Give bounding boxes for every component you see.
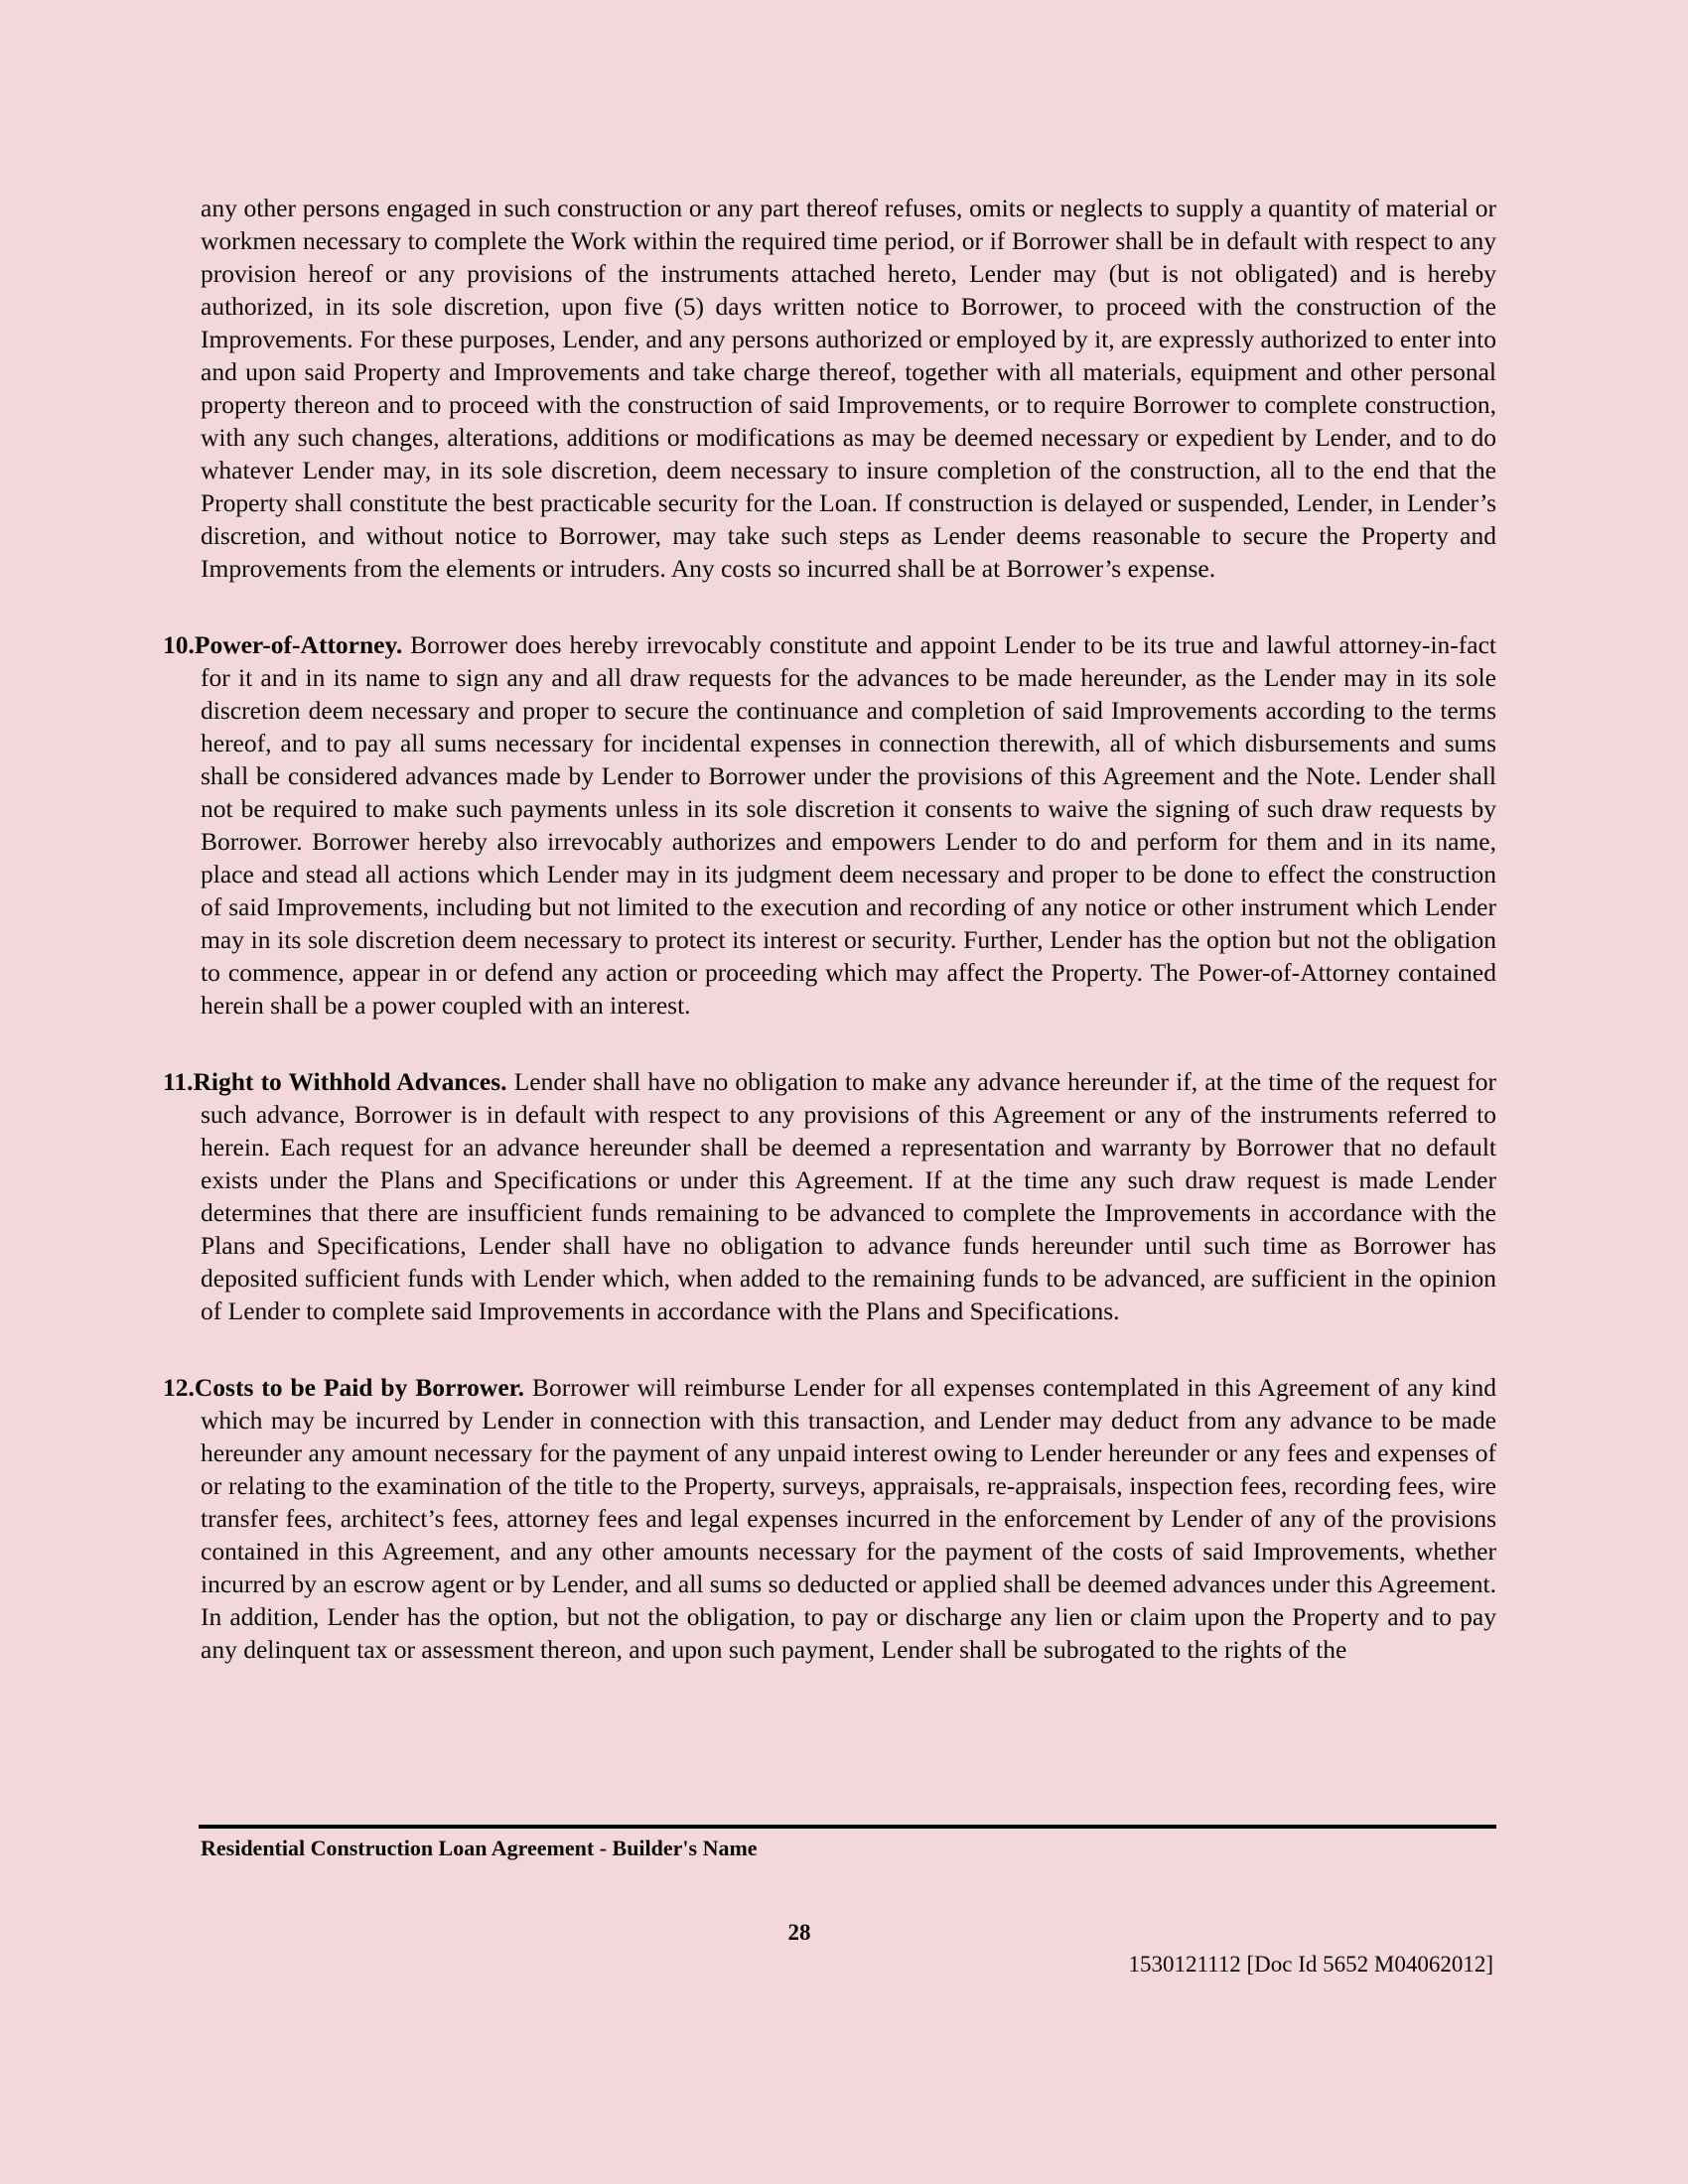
section-10-paragraph [163, 628, 1496, 1022]
section-12-number: 12. [163, 1373, 195, 1402]
section-10-body: Borrower does hereby irrevocably constitute and appoint Lender to be its true and lawful attorney-in-fact for it and in its name to sign any and all draw requests for the advances to be made hereunder, as the Lender may in its sole discretion deem necessary and proper to secure the continuance and completion of said Improvements according to the terms hereof, and to pay all sums necessary for incidental expenses in connection therewith, all of which disbursements and sums shall be considered advances made by Lender to Borrower under the provisions of this Agreement and the Note. Lender shall not be required to make such payments unless in its sole discretion it consents to waive the signing of such draw requests by Borrower. Borrower hereby also irrevocably authorizes and empowers Lender to do and perform for them and in its name, place and stead all actions which Lender may in its judgment deem necessary and proper to be done to effect the construction of said Improvements, including but not limited to the execution and recording of any notice or other instrument which Lender may in its sole discretion deem necessary to protect its interest or security. Further, Lender has the option but not the obligation to commence, appear in or defend any action or proceeding which may affect the Property. The Power-of-Attorney contained herein shall be a power coupled with an interest. [201, 630, 1496, 1020]
section-11-paragraph [163, 1065, 1497, 1327]
page-number: 28 [787, 1920, 811, 1945]
section-11-body: Lender shall have no obligation to make any advance hereunder if, at the time of the request for such advance, Borrower is in default with respect to any provisions of this Agreement or any of the instruments referred to herein. Each request for an advance hereunder shall be deemed a representation and warranty by Borrower that no default exists under the Plans and Specifications or under this Agreement. If at the time any such draw request is made Lender determines that there are insufficient funds remaining to be advanced to complete the Improvements in accordance with the Plans and Specifications, Lender shall have no obligation to advance funds hereunder until such time as Borrower has deposited sufficient funds with Lender which, when added to the remaining funds to be advanced, are sufficient in the opinion of Lender to complete said Improvements in accordance with the Plans and Specifications. [201, 1067, 1497, 1325]
intro-paragraph: any other persons engaged in such construction or any part thereof refuses, omits or neglects to supply a quantity of material or workmen necessary to complete the Work within the required time period, or if Borrower shall be in default with respect to any provision hereof or any provisions of the instruments attached hereto, Lender may (but is not obligated) and is hereby authorized, in its sole discretion, upon five (5) days written notice to Borrower, to proceed with the construction of the Improvements. For these purposes, Lender, and any persons authorized or employed by it, are expressly authorized to enter into and upon said Property and Improvements and take charge thereof, together with all materials, equipment and other personal property thereon and to proceed with the construction of said Improvements, or to require Borrower to complete construction, with any such changes, alterations, additions or modifications as may be deemed necessary or expedient by Lender, and to do whatever Lender may, in its sole discretion, deem necessary to insure completion of the construction, all to the end that the Property shall constitute the best practicable security for the Loan. If construction is delayed or suspended, Lender, in Lender’s discretion, and without notice to Borrower, may take such steps as Lender deems reasonable to secure the Property and Improvements from the elements or intruders. Any costs so incurred shall be at Borrower’s expense. [201, 194, 1496, 583]
doc-id-stamp: 1530121112 [Doc Id 5652 M04062012] [1128, 1952, 1493, 1977]
section-11-title: Right to Withhold Advances. [193, 1067, 507, 1096]
section-10-title: Power-of-Attorney. [194, 630, 403, 659]
document-body [163, 192, 1497, 1709]
footer-document-title: Residential Construction Loan Agreement - Builder's Name [201, 1836, 758, 1860]
section-12-title: Costs to be Paid by Borrower. [194, 1373, 525, 1402]
section-12-paragraph [163, 1371, 1497, 1666]
section-10-number: 10. [163, 630, 195, 659]
footer-divider-line [199, 1825, 1496, 1829]
section-12-body: Borrower will reimburse Lender for all expenses contemplated in this Agreement of any kind which may be incurred by Lender in connection with this transaction, and Lender may deduct from any advance to be made hereunder any amount necessary for the payment of any unpaid interest owing to Lender hereunder or any fees and expenses of or relating to the examination of the title to the Property, surveys, appraisals, re-appraisals, inspection fees, recording fees, wire transfer fees, architect’s fees, attorney fees and legal expenses incurred in the enforcement by Lender of any of the provisions contained in this Agreement, and any other amounts necessary for the payment of the costs of said Improvements, whether incurred by an escrow agent or by Lender, and all sums so deducted or applied shall be deemed advances under this Agreement. In addition, Lender has the option, but not the obligation, to pay or discharge any lien or claim upon the Property and to pay any delinquent tax or assessment thereon, and upon such payment, Lender shall be subrogated to the rights of the [201, 1373, 1497, 1664]
section-11-number: 11. [163, 1067, 194, 1096]
